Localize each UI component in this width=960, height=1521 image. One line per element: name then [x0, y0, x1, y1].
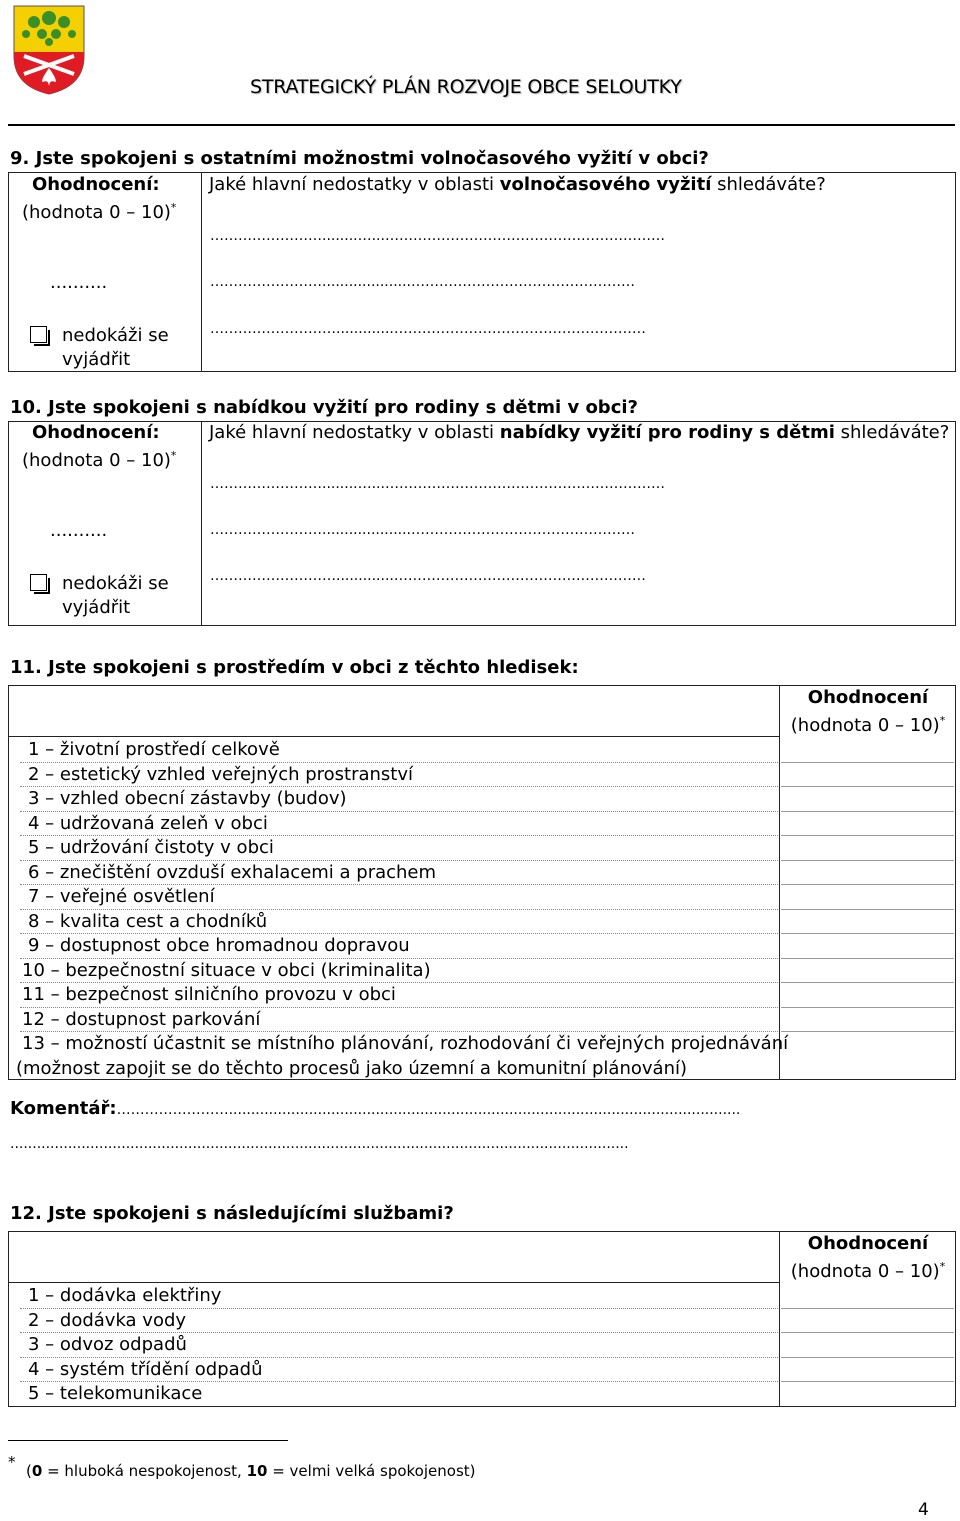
q9-divider — [201, 172, 202, 372]
q11-item: 2 – estetický vzhled veřejných prostranství — [28, 763, 414, 785]
q9-cannot-say-checkbox[interactable] — [30, 323, 47, 344]
q12-header-rule — [8, 1282, 780, 1283]
checkbox-icon — [30, 326, 47, 343]
rating-input[interactable] — [783, 983, 952, 1006]
rating-input[interactable] — [783, 910, 952, 933]
rating-input[interactable] — [783, 885, 952, 908]
q11-item: 6 – znečištění ovzduší exhalacemi a prachem — [28, 861, 437, 883]
q12-question: 12. Jste spokojeni s následujícími službami? — [10, 1203, 454, 1224]
rating-input[interactable] — [783, 1382, 952, 1405]
q12-item: 2 – dodávka vody — [28, 1309, 187, 1331]
q11-item: 9 – dostupnost obce hromadnou dopravou — [28, 935, 410, 956]
q10-rating-range: (hodnota 0 – 10)* — [22, 449, 177, 471]
footnote-text: (0 = hluboká nespokojenost, 10 = velmi velká spokojenost) — [26, 1462, 476, 1480]
rating-input[interactable] — [783, 934, 952, 957]
rating-input[interactable] — [783, 1284, 952, 1307]
q10-divider — [201, 421, 202, 626]
q10-cannot-say-label: nedokáži se — [62, 573, 169, 594]
q11-item: 3 – vzhled obecní zástavby (budov) — [28, 788, 347, 809]
q11-comment[interactable]: Komentář:……………………................................................................................................................... — [10, 1098, 741, 1119]
q9-rating-range: (hodnota 0 – 10)* — [22, 201, 177, 223]
q12-item: 5 – telekomunikace — [28, 1383, 203, 1404]
q10-prompt: Jaké hlavní nedostatky v oblasti nabídky vyžití pro rodiny s dětmi shledáváte? — [209, 422, 950, 443]
q11-item: (možnost zapojit se do těchto procesů jako územní a komunitní plánování) — [16, 1057, 688, 1079]
q11-col-divider — [779, 685, 780, 1080]
rating-input[interactable] — [783, 787, 952, 810]
q9-rating-label: Ohodnocení: — [32, 174, 160, 195]
q9-answer-line[interactable]: ……………………....................………………………………………… — [210, 274, 636, 290]
q12-col-range: (hodnota 0 – 10)* — [790, 1260, 946, 1282]
q10-answer-line[interactable]: ……………………....................………………………………………… — [210, 522, 636, 538]
q10-cannot-say-checkbox[interactable] — [30, 571, 47, 592]
footnote-rule — [8, 1440, 288, 1441]
q9-rating-input[interactable]: .......... — [50, 272, 108, 293]
rating-input[interactable] — [783, 1333, 952, 1356]
footnote-mark: * — [8, 1453, 16, 1471]
q12-item: 3 – odvoz odpadů — [28, 1334, 187, 1355]
rating-input[interactable] — [783, 861, 952, 884]
page-number: 4 — [918, 1500, 929, 1520]
checkbox-icon — [30, 574, 47, 591]
q11-col-range: (hodnota 0 – 10)* — [790, 714, 946, 736]
q12-col-header: Ohodnocení — [807, 1233, 929, 1254]
q10-answer-line[interactable]: ……………………….............……………………………………………… — [210, 568, 646, 584]
q9-cannot-say-label: nedokáži se — [62, 325, 169, 346]
q11-item: 10 – bezpečnostní situace v obci (kriminalita) — [22, 959, 431, 981]
q10-rating-label: Ohodnocení: — [32, 422, 160, 443]
q11-item: 11 – bezpečnost silničního provozu v obci — [22, 984, 396, 1005]
coat-of-arms-logo — [12, 4, 86, 96]
rating-input[interactable] — [783, 1309, 952, 1332]
rating-input[interactable] — [783, 738, 952, 761]
q11-item: 5 – udržování čistoty v obci — [28, 837, 274, 858]
rating-input[interactable] — [783, 763, 952, 786]
rating-input[interactable] — [783, 1358, 952, 1381]
q11-item: 13 – možností účastnit se místního plánování, rozhodování či veřejných projednávání — [22, 1033, 789, 1054]
q9-cannot-say-label-2: vyjádřit — [62, 349, 131, 370]
header-divider — [8, 124, 955, 126]
q9-prompt: Jaké hlavní nedostatky v oblasti volnočasového vyžití shledáváte? — [209, 174, 826, 195]
rating-input[interactable] — [783, 1032, 952, 1079]
q10-answer-line[interactable]: ……………………........…...…………………………………………………… — [210, 476, 665, 492]
q11-item: 8 – kvalita cest a chodníků — [28, 910, 268, 932]
q11-comment-line[interactable]: ........................................................................................................................................... — [10, 1136, 629, 1152]
document-title: STRATEGICKÝ PLÁN ROZVOJE OBCE SELOUTKY — [250, 76, 682, 98]
q9-answer-line[interactable]: ……………………........…...…………………………………………………… — [210, 228, 665, 244]
q12-col-divider — [779, 1231, 780, 1407]
rating-input[interactable] — [783, 959, 952, 982]
q11-item: 7 – veřejné osvětlení — [28, 886, 215, 907]
rating-input[interactable] — [783, 836, 952, 859]
q11-item: 1 – životní prostředí celkově — [28, 739, 280, 760]
q11-question: 11. Jste spokojeni s prostředím v obci z těchto hledisek: — [10, 657, 579, 678]
q10-question: 10. Jste spokojeni s nabídkou vyžití pro rodiny s dětmi v obci? — [10, 397, 638, 418]
q9-question: 9. Jste spokojeni s ostatními možnostmi volnočasového vyžití v obci? — [10, 148, 709, 169]
q11-item: 12 – dostupnost parkování — [22, 1008, 261, 1030]
q12-item: 1 – dodávka elektřiny — [28, 1285, 222, 1306]
q10-rating-input[interactable]: .......... — [50, 520, 108, 541]
q10-cannot-say-label-2: vyjádřit — [62, 597, 131, 618]
q11-header-rule — [8, 736, 780, 737]
q11-col-header: Ohodnocení — [807, 687, 929, 708]
q11-item: 4 – udržovaná zeleň v obci — [28, 812, 268, 834]
rating-input[interactable] — [783, 812, 952, 835]
q12-item: 4 – systém třídění odpadů — [28, 1358, 263, 1380]
rating-input[interactable] — [783, 1008, 952, 1031]
q9-answer-line[interactable]: ……………………….............……………………………………………… — [210, 321, 646, 337]
